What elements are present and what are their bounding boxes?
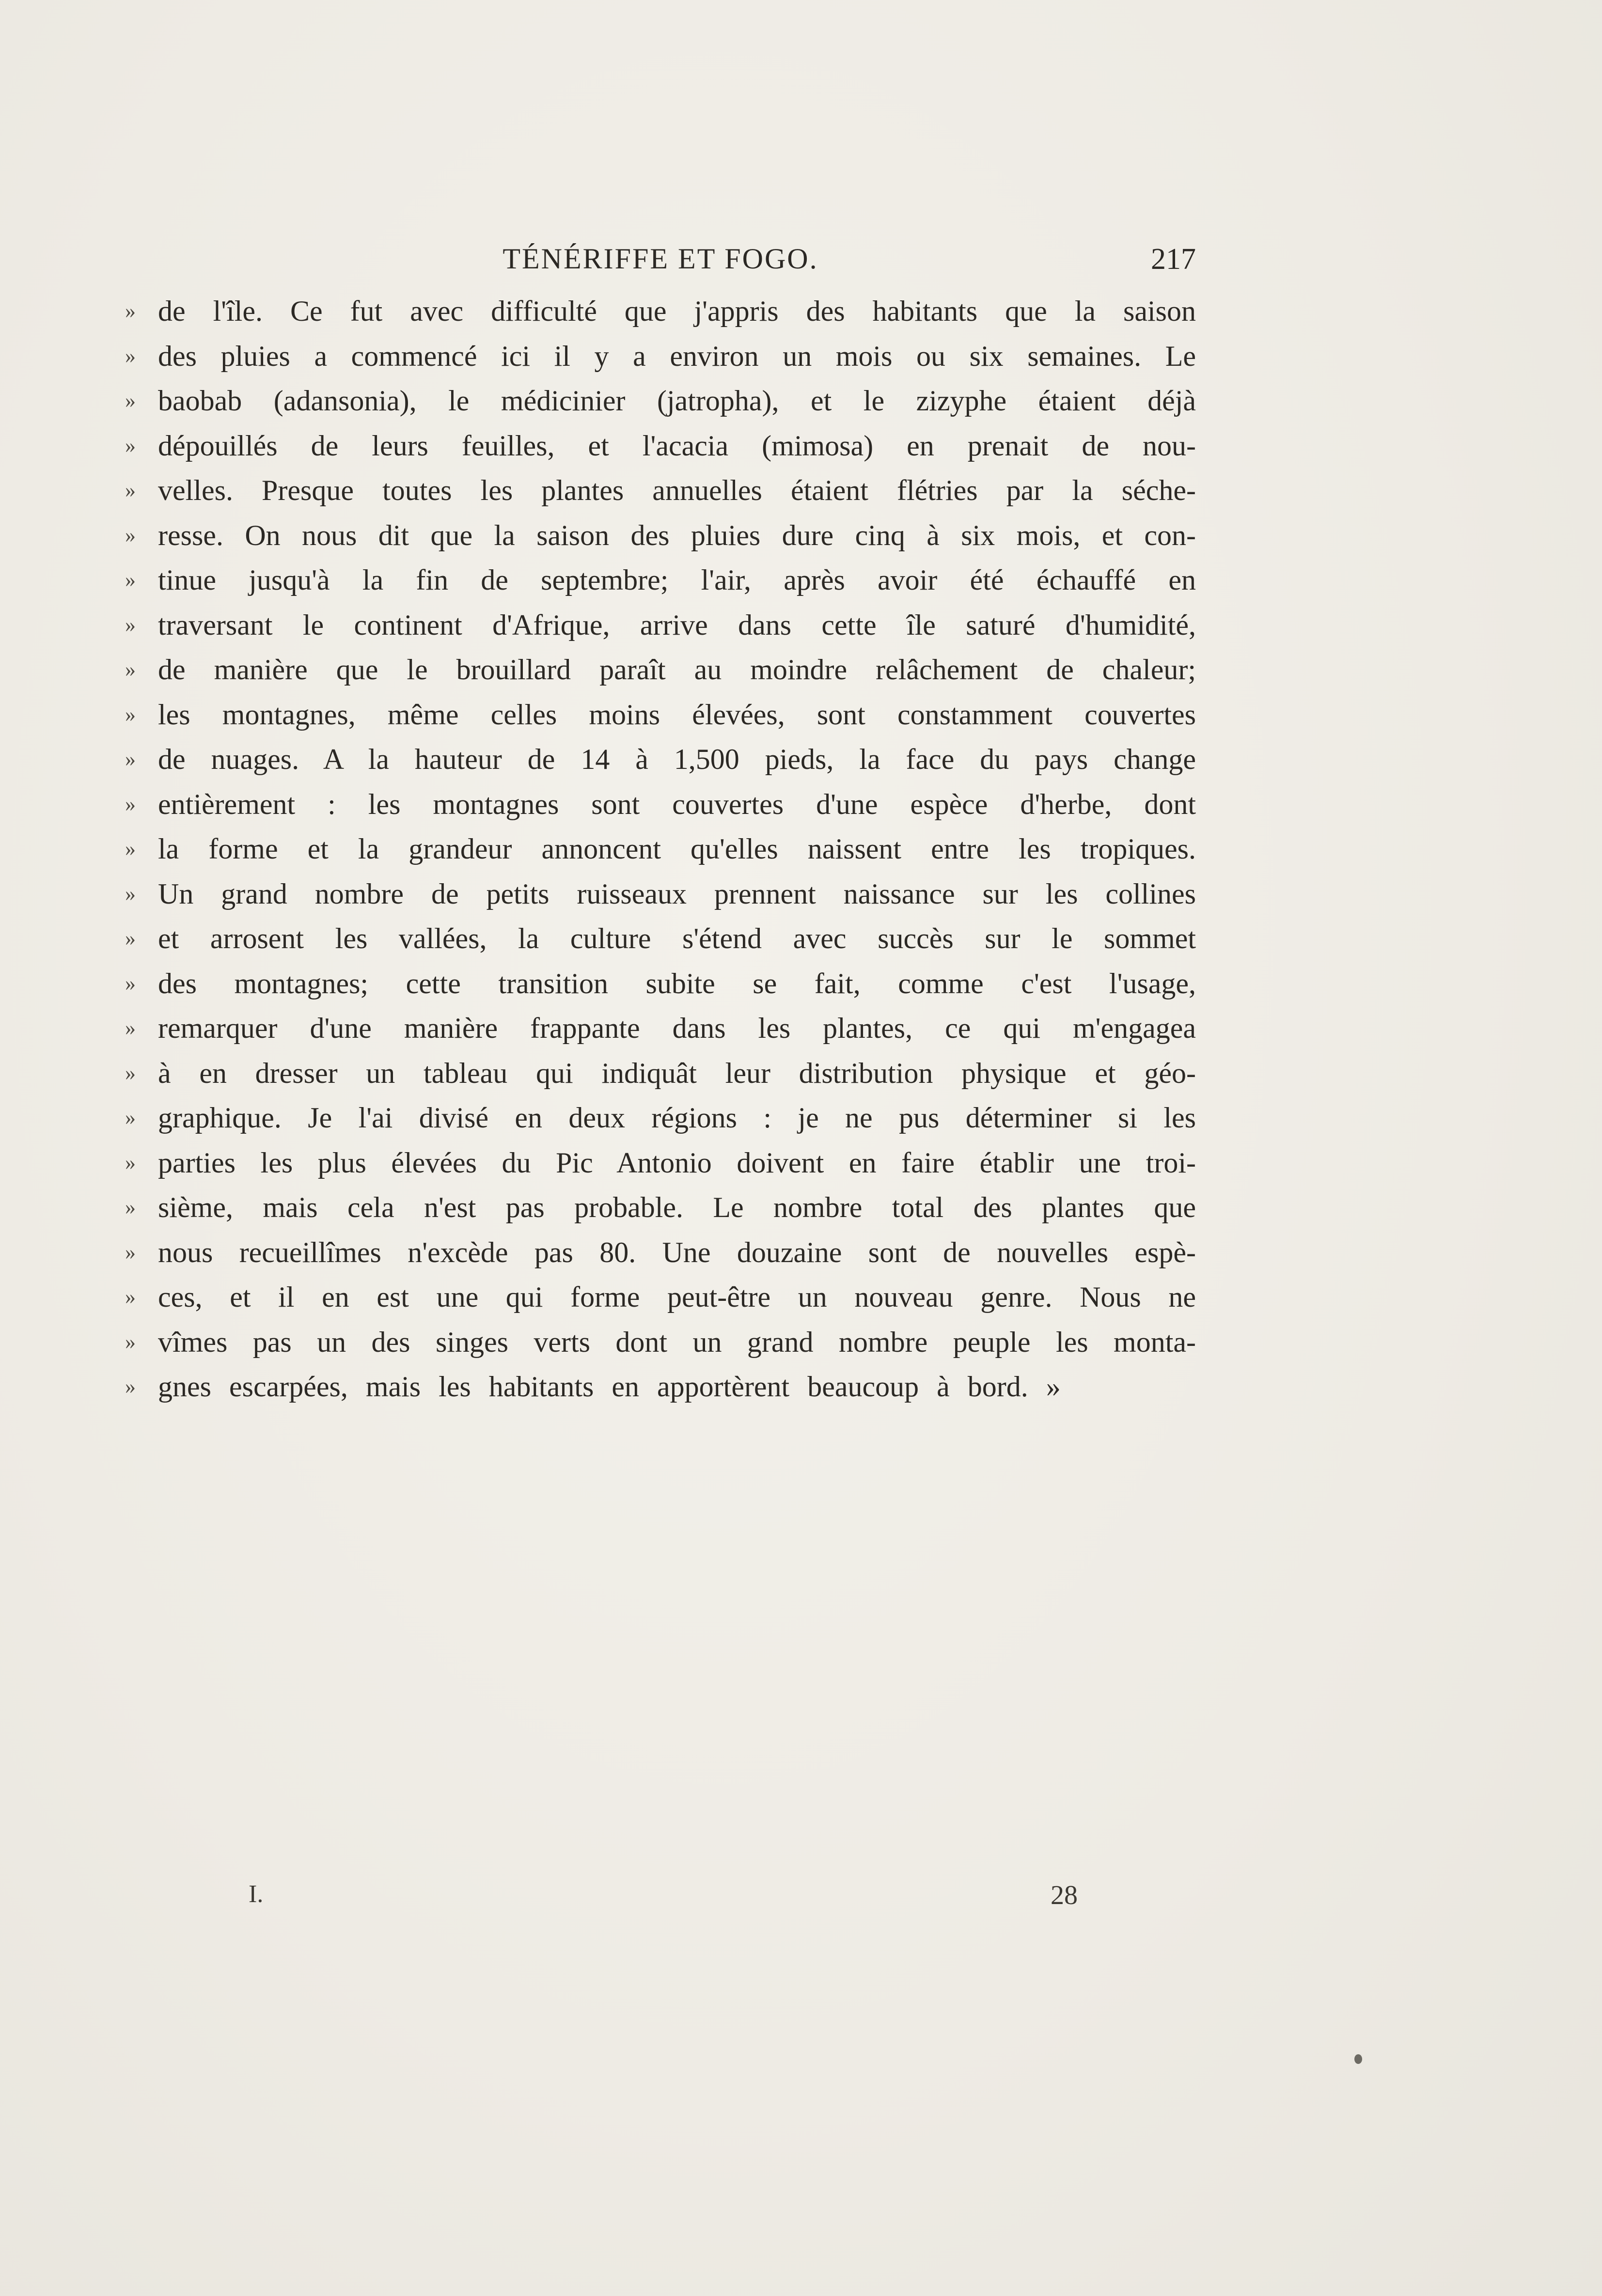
line-text: à en dresser un tableau qui indiquât leur distribution physique et géo- bbox=[158, 1057, 1196, 1089]
quote-mark: » bbox=[125, 389, 136, 412]
quote-mark: » bbox=[125, 1150, 136, 1174]
text-line bbox=[125, 782, 1196, 827]
quote-mark: » bbox=[125, 792, 136, 816]
text-line bbox=[125, 334, 1196, 379]
line-text: de nuages. A la hauteur de 14 à 1,500 pieds, la face du pays change bbox=[158, 743, 1196, 775]
text-line bbox=[125, 1006, 1196, 1051]
line-text: les montagnes, même celles moins élevées, sont constamment couvertes bbox=[158, 698, 1196, 731]
quote-mark: » bbox=[125, 1195, 136, 1219]
line-text: vîmes pas un des singes verts dont un grand nombre peuple les monta- bbox=[158, 1326, 1196, 1358]
ink-speck bbox=[1354, 2054, 1362, 2064]
text-line bbox=[125, 737, 1196, 782]
line-text: traversant le continent d'Afrique, arrive dans cette île saturé d'humidité, bbox=[158, 609, 1196, 641]
quote-mark: » bbox=[125, 702, 136, 726]
quote-mark: » bbox=[125, 837, 136, 860]
quote-mark: » bbox=[125, 568, 136, 592]
text-line bbox=[125, 872, 1196, 917]
text-line bbox=[125, 916, 1196, 961]
running-title: TÉNÉRIFFE ET FOGO. bbox=[503, 243, 818, 275]
quote-mark: » bbox=[125, 1374, 136, 1398]
line-text: resse. On nous dit que la saison des pluies dure cinq à six mois, et con- bbox=[158, 519, 1196, 551]
text-line bbox=[125, 1185, 1196, 1230]
text-line bbox=[125, 423, 1196, 469]
quote-mark: » bbox=[125, 433, 136, 457]
text-line bbox=[125, 289, 1196, 334]
text-line bbox=[125, 468, 1196, 513]
line-text: des montagnes; cette transition subite se fait, comme c'est l'usage, bbox=[158, 967, 1196, 1000]
text-line bbox=[125, 1095, 1196, 1140]
text-line bbox=[125, 558, 1196, 603]
line-text: la forme et la grandeur annoncent qu'elles naissent entre les tropiques. bbox=[158, 833, 1196, 865]
page-footer bbox=[125, 1880, 1196, 1919]
line-text: ces, et il en est une qui forme peut-être un nouveau genre. Nous ne bbox=[158, 1281, 1196, 1313]
quote-mark: » bbox=[125, 478, 136, 502]
page-header bbox=[125, 242, 1196, 286]
line-text: nous recueillîmes n'excède pas 80. Une douzaine sont de nouvelles espè- bbox=[158, 1236, 1196, 1268]
quote-mark: » bbox=[125, 1329, 136, 1354]
text-line bbox=[125, 647, 1196, 692]
text-line bbox=[125, 827, 1196, 872]
text-line bbox=[125, 1140, 1196, 1186]
quote-mark: » bbox=[125, 881, 136, 906]
quote-mark: » bbox=[125, 1061, 136, 1085]
text-line bbox=[125, 603, 1196, 648]
line-text: remarquer d'une manière frappante dans les plantes, ce qui m'engagea bbox=[158, 1012, 1196, 1044]
quote-mark: » bbox=[125, 657, 136, 681]
line-text: et arrosent les vallées, la culture s'étend avec succès sur le sommet bbox=[158, 922, 1196, 954]
quote-mark: » bbox=[125, 612, 136, 637]
line-text: des pluies a commencé ici il y a environ un mois ou six semaines. Le bbox=[158, 340, 1196, 372]
line-text: tinue jusqu'à la fin de septembre; l'air, après avoir été échauffé en bbox=[158, 564, 1196, 596]
quote-mark: » bbox=[125, 1240, 136, 1264]
text-line bbox=[125, 1230, 1196, 1275]
quote-mark: » bbox=[125, 1106, 136, 1129]
line-text: gnes escarpées, mais les habitants en apportèrent beaucoup à bord. » bbox=[158, 1371, 1061, 1403]
text-line bbox=[125, 961, 1196, 1006]
quote-mark: » bbox=[125, 1016, 136, 1040]
line-text: dépouillés de leurs feuilles, et l'acacia (mimosa) en prenait de nou- bbox=[158, 429, 1196, 462]
body-text bbox=[125, 289, 1196, 1409]
signature-mark: I. bbox=[249, 1880, 264, 1908]
line-text: parties les plus élevées du Pic Antonio doivent en faire établir une troi- bbox=[158, 1146, 1196, 1179]
page-number: 217 bbox=[1151, 243, 1196, 276]
line-text: sième, mais cela n'est pas probable. Le nombre total des plantes que bbox=[158, 1191, 1196, 1223]
quote-mark: » bbox=[125, 299, 136, 323]
line-text: graphique. Je l'ai divisé en deux régions : je ne pus déterminer si les bbox=[158, 1102, 1196, 1134]
quote-mark: » bbox=[125, 747, 136, 771]
quote-mark: » bbox=[125, 344, 136, 368]
text-line bbox=[125, 1364, 1196, 1409]
line-text: de l'île. Ce fut avec difficulté que j'appris des habitants que la saison bbox=[158, 295, 1196, 327]
quote-mark: » bbox=[125, 1285, 136, 1309]
line-text: baobab (adansonia), le médicinier (jatropha), et le zizyphe étaient déjà bbox=[158, 385, 1196, 417]
line-text: entièrement : les montagnes sont couvertes d'une espèce d'herbe, dont bbox=[158, 788, 1196, 820]
quote-mark: » bbox=[125, 971, 136, 995]
text-line bbox=[125, 513, 1196, 558]
text-line bbox=[125, 692, 1196, 737]
text-line bbox=[125, 1051, 1196, 1096]
quote-mark: » bbox=[125, 523, 136, 547]
line-text: velles. Presque toutes les plantes annuelles étaient flétries par la séche- bbox=[158, 474, 1196, 506]
line-text: de manière que le brouillard paraît au moindre relâchement de chaleur; bbox=[158, 654, 1196, 686]
quote-mark: » bbox=[125, 926, 136, 950]
text-line bbox=[125, 1275, 1196, 1320]
sheet-number: 28 bbox=[1051, 1880, 1078, 1910]
text-line bbox=[125, 1320, 1196, 1365]
line-text: Un grand nombre de petits ruisseaux prennent naissance sur les collines bbox=[158, 877, 1196, 910]
text-line bbox=[125, 378, 1196, 423]
